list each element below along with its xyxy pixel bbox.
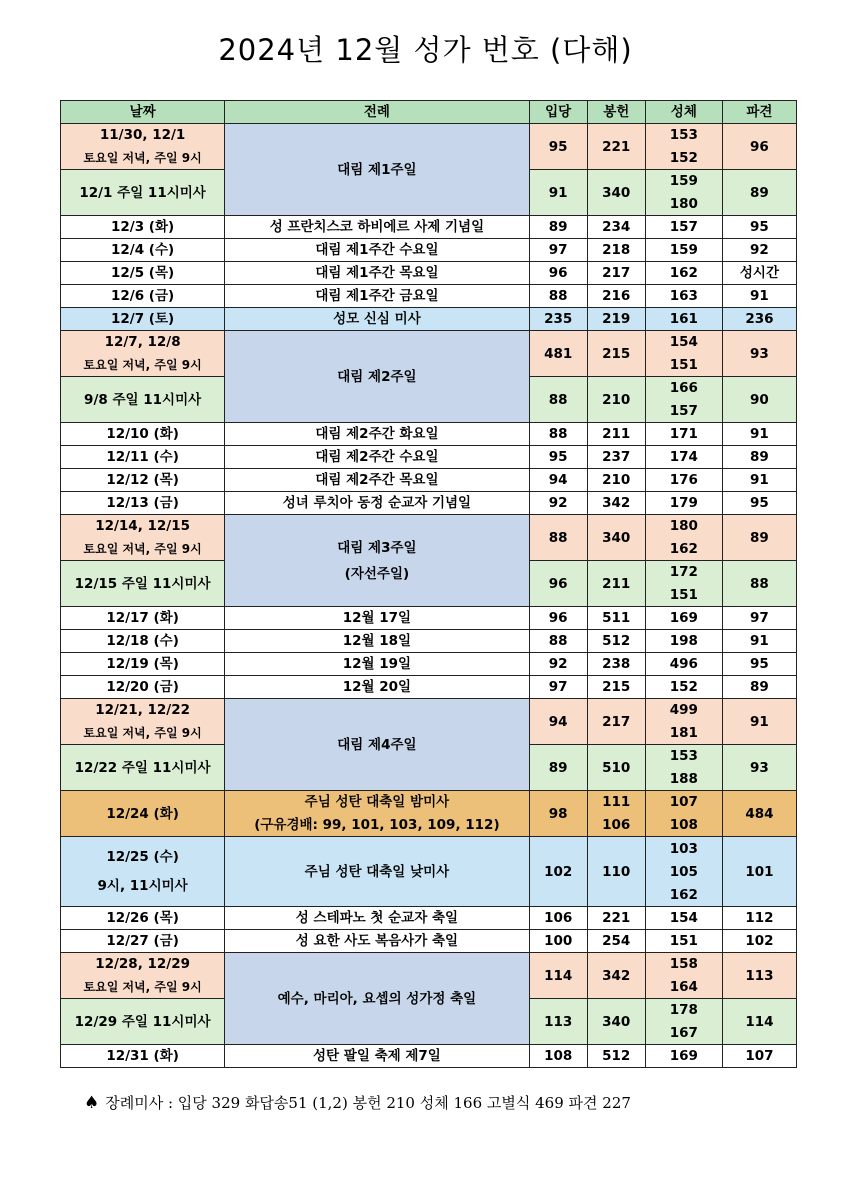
communion-cell: 499 181 bbox=[645, 699, 722, 745]
dismissal-cell: 88 bbox=[722, 561, 796, 607]
entrance-cell: 95 bbox=[529, 446, 587, 469]
liturgy-cell: 대림 제2주간 화요일 bbox=[225, 423, 529, 446]
dismissal-cell: 113 bbox=[722, 953, 796, 999]
dismissal-cell: 91 bbox=[722, 469, 796, 492]
table-row bbox=[61, 308, 797, 331]
date-cell: 12/12 (목) bbox=[61, 469, 225, 492]
date-cell: 12/25 (수) 9시, 11시미사 bbox=[61, 837, 225, 907]
communion-cell: 154 bbox=[645, 907, 722, 930]
communion-cell: 153 188 bbox=[645, 745, 722, 791]
dismissal-cell: 236 bbox=[722, 308, 796, 331]
communion-cell: 176 bbox=[645, 469, 722, 492]
date-cell: 12/6 (금) bbox=[61, 285, 225, 308]
entrance-cell: 108 bbox=[529, 1045, 587, 1068]
table-row bbox=[61, 630, 797, 653]
date-cell: 12/27 (금) bbox=[61, 930, 225, 953]
table-header-row bbox=[61, 101, 797, 124]
offertory-cell: 221 bbox=[587, 907, 645, 930]
entrance-cell: 96 bbox=[529, 607, 587, 630]
hymn-schedule-table bbox=[60, 100, 797, 1068]
date-cell: 11/30, 12/1 토요일 저녁, 주일 9시 bbox=[61, 124, 225, 170]
dismissal-cell: 92 bbox=[722, 239, 796, 262]
table-row bbox=[61, 1045, 797, 1068]
table-row bbox=[61, 216, 797, 239]
table-row bbox=[61, 331, 797, 377]
liturgy-cell: 대림 제2주간 목요일 bbox=[225, 469, 529, 492]
liturgy-cell: 12월 18일 bbox=[225, 630, 529, 653]
header-entrance: 입당 bbox=[529, 101, 587, 124]
dismissal-cell: 90 bbox=[722, 377, 796, 423]
entrance-cell: 235 bbox=[529, 308, 587, 331]
offertory-cell: 216 bbox=[587, 285, 645, 308]
table-row bbox=[61, 124, 797, 170]
liturgy-cell: 대림 제2주간 수요일 bbox=[225, 446, 529, 469]
offertory-cell: 215 bbox=[587, 676, 645, 699]
liturgy-cell: 성녀 루치아 동정 순교자 기념일 bbox=[225, 492, 529, 515]
entrance-cell: 95 bbox=[529, 124, 587, 170]
communion-cell: 180 162 bbox=[645, 515, 722, 561]
dismissal-cell: 101 bbox=[722, 837, 796, 907]
header-communion: 성체 bbox=[645, 101, 722, 124]
date-cell: 12/24 (화) bbox=[61, 791, 225, 837]
liturgy-cell: 대림 제3주일 (자선주일) bbox=[225, 515, 529, 607]
communion-cell: 153 152 bbox=[645, 124, 722, 170]
table-row bbox=[61, 469, 797, 492]
entrance-cell: 100 bbox=[529, 930, 587, 953]
liturgy-cell: 성 요한 사도 복음사가 축일 bbox=[225, 930, 529, 953]
offertory-cell: 110 bbox=[587, 837, 645, 907]
dismissal-cell: 114 bbox=[722, 999, 796, 1045]
dismissal-cell: 91 bbox=[722, 285, 796, 308]
entrance-cell: 97 bbox=[529, 239, 587, 262]
offertory-cell: 254 bbox=[587, 930, 645, 953]
date-cell: 12/19 (목) bbox=[61, 653, 225, 676]
entrance-cell: 102 bbox=[529, 837, 587, 907]
date-cell: 12/7 (토) bbox=[61, 308, 225, 331]
liturgy-cell: 대림 제1주간 금요일 bbox=[225, 285, 529, 308]
table-row bbox=[61, 607, 797, 630]
offertory-cell: 234 bbox=[587, 216, 645, 239]
date-cell: 12/28, 12/29 토요일 저녁, 주일 9시 bbox=[61, 953, 225, 999]
entrance-cell: 94 bbox=[529, 469, 587, 492]
offertory-cell: 512 bbox=[587, 630, 645, 653]
offertory-cell: 111 106 bbox=[587, 791, 645, 837]
offertory-cell: 511 bbox=[587, 607, 645, 630]
dismissal-cell: 96 bbox=[722, 124, 796, 170]
funeral-mass-text: 장례미사 : 입당 329 화답송51 (1,2) 봉헌 210 성체 166 고별식 469 파견 227 bbox=[105, 1094, 631, 1112]
dismissal-cell: 102 bbox=[722, 930, 796, 953]
dismissal-cell: 91 bbox=[722, 423, 796, 446]
entrance-cell: 88 bbox=[529, 515, 587, 561]
table-row bbox=[61, 285, 797, 308]
page-title: 2024년 12월 성가 번호 (다해) bbox=[218, 33, 633, 67]
funeral-mass-note bbox=[84, 1092, 631, 1113]
communion-cell: 496 bbox=[645, 653, 722, 676]
date-cell: 12/29 주일 11시미사 bbox=[61, 999, 225, 1045]
entrance-cell: 89 bbox=[529, 745, 587, 791]
date-cell: 12/3 (화) bbox=[61, 216, 225, 239]
communion-cell: 162 bbox=[645, 262, 722, 285]
table-row bbox=[61, 262, 797, 285]
entrance-cell: 92 bbox=[529, 653, 587, 676]
table-row bbox=[61, 423, 797, 446]
offertory-cell: 217 bbox=[587, 262, 645, 285]
communion-cell: 163 bbox=[645, 285, 722, 308]
dismissal-cell: 89 bbox=[722, 446, 796, 469]
liturgy-cell: 12월 17일 bbox=[225, 607, 529, 630]
dismissal-cell: 95 bbox=[722, 492, 796, 515]
header-offertory: 봉헌 bbox=[587, 101, 645, 124]
offertory-cell: 342 bbox=[587, 492, 645, 515]
date-cell: 12/1 주일 11시미사 bbox=[61, 170, 225, 216]
entrance-cell: 481 bbox=[529, 331, 587, 377]
communion-cell: 107 108 bbox=[645, 791, 722, 837]
date-cell: 12/10 (화) bbox=[61, 423, 225, 446]
date-cell: 12/11 (수) bbox=[61, 446, 225, 469]
dismissal-cell: 91 bbox=[722, 699, 796, 745]
entrance-cell: 88 bbox=[529, 630, 587, 653]
date-cell: 12/4 (수) bbox=[61, 239, 225, 262]
table-row bbox=[61, 907, 797, 930]
entrance-cell: 91 bbox=[529, 170, 587, 216]
date-cell: 12/13 (금) bbox=[61, 492, 225, 515]
offertory-cell: 237 bbox=[587, 446, 645, 469]
communion-cell: 161 bbox=[645, 308, 722, 331]
offertory-cell: 211 bbox=[587, 423, 645, 446]
dismissal-cell: 89 bbox=[722, 515, 796, 561]
communion-cell: 103 105 162 bbox=[645, 837, 722, 907]
table-row bbox=[61, 446, 797, 469]
liturgy-cell: 성탄 팔일 축제 제7일 bbox=[225, 1045, 529, 1068]
table-row bbox=[61, 930, 797, 953]
entrance-cell: 89 bbox=[529, 216, 587, 239]
date-cell: 12/15 주일 11시미사 bbox=[61, 561, 225, 607]
table-row bbox=[61, 791, 797, 837]
date-cell: 12/5 (목) bbox=[61, 262, 225, 285]
header-date: 날짜 bbox=[61, 101, 225, 124]
liturgy-cell: 성 스테파노 첫 순교자 축일 bbox=[225, 907, 529, 930]
entrance-cell: 94 bbox=[529, 699, 587, 745]
dismissal-cell: 95 bbox=[722, 653, 796, 676]
entrance-cell: 106 bbox=[529, 907, 587, 930]
communion-cell: 198 bbox=[645, 630, 722, 653]
dismissal-cell: 93 bbox=[722, 745, 796, 791]
spade-icon: ♠ bbox=[84, 1093, 100, 1113]
date-cell: 12/7, 12/8 토요일 저녁, 주일 9시 bbox=[61, 331, 225, 377]
liturgy-cell: 주님 성탄 대축일 밤미사 (구유경배: 99, 101, 103, 109, 112) bbox=[225, 791, 529, 837]
communion-cell: 169 bbox=[645, 607, 722, 630]
table-row bbox=[61, 515, 797, 561]
offertory-cell: 210 bbox=[587, 377, 645, 423]
offertory-cell: 221 bbox=[587, 124, 645, 170]
table-row bbox=[61, 492, 797, 515]
communion-cell: 154 151 bbox=[645, 331, 722, 377]
dismissal-cell: 89 bbox=[722, 170, 796, 216]
liturgy-cell: 예수, 마리아, 요셉의 성가정 축일 bbox=[225, 953, 529, 1045]
dismissal-cell: 93 bbox=[722, 331, 796, 377]
offertory-cell: 238 bbox=[587, 653, 645, 676]
offertory-cell: 219 bbox=[587, 308, 645, 331]
date-cell: 12/22 주일 11시미사 bbox=[61, 745, 225, 791]
entrance-cell: 88 bbox=[529, 377, 587, 423]
liturgy-cell: 대림 제1주간 수요일 bbox=[225, 239, 529, 262]
entrance-cell: 98 bbox=[529, 791, 587, 837]
date-cell: 12/14, 12/15 토요일 저녁, 주일 9시 bbox=[61, 515, 225, 561]
entrance-cell: 92 bbox=[529, 492, 587, 515]
entrance-cell: 97 bbox=[529, 676, 587, 699]
communion-cell: 166 157 bbox=[645, 377, 722, 423]
entrance-cell: 96 bbox=[529, 262, 587, 285]
offertory-cell: 210 bbox=[587, 469, 645, 492]
dismissal-cell: 107 bbox=[722, 1045, 796, 1068]
date-cell: 9/8 주일 11시미사 bbox=[61, 377, 225, 423]
communion-cell: 169 bbox=[645, 1045, 722, 1068]
table-row bbox=[61, 653, 797, 676]
offertory-cell: 512 bbox=[587, 1045, 645, 1068]
offertory-cell: 510 bbox=[587, 745, 645, 791]
offertory-cell: 217 bbox=[587, 699, 645, 745]
communion-cell: 152 bbox=[645, 676, 722, 699]
offertory-cell: 218 bbox=[587, 239, 645, 262]
dismissal-cell: 89 bbox=[722, 676, 796, 699]
date-cell: 12/17 (화) bbox=[61, 607, 225, 630]
communion-cell: 158 164 bbox=[645, 953, 722, 999]
table-row bbox=[61, 837, 797, 907]
date-cell: 12/18 (수) bbox=[61, 630, 225, 653]
communion-cell: 172 151 bbox=[645, 561, 722, 607]
table-row bbox=[61, 239, 797, 262]
dismissal-cell: 91 bbox=[722, 630, 796, 653]
communion-cell: 179 bbox=[645, 492, 722, 515]
offertory-cell: 342 bbox=[587, 953, 645, 999]
entrance-cell: 88 bbox=[529, 285, 587, 308]
communion-cell: 159 180 bbox=[645, 170, 722, 216]
date-cell: 12/20 (금) bbox=[61, 676, 225, 699]
table-row bbox=[61, 699, 797, 745]
liturgy-cell: 12월 20일 bbox=[225, 676, 529, 699]
communion-cell: 174 bbox=[645, 446, 722, 469]
table-row bbox=[61, 953, 797, 999]
entrance-cell: 114 bbox=[529, 953, 587, 999]
dismissal-cell: 484 bbox=[722, 791, 796, 837]
header-liturgy: 전례 bbox=[225, 101, 529, 124]
communion-cell: 178 167 bbox=[645, 999, 722, 1045]
dismissal-cell: 97 bbox=[722, 607, 796, 630]
dismissal-cell: 112 bbox=[722, 907, 796, 930]
dismissal-cell: 95 bbox=[722, 216, 796, 239]
offertory-cell: 215 bbox=[587, 331, 645, 377]
date-cell: 12/21, 12/22 토요일 저녁, 주일 9시 bbox=[61, 699, 225, 745]
offertory-cell: 340 bbox=[587, 999, 645, 1045]
communion-cell: 159 bbox=[645, 239, 722, 262]
offertory-cell: 211 bbox=[587, 561, 645, 607]
liturgy-cell: 대림 제2주일 bbox=[225, 331, 529, 423]
entrance-cell: 88 bbox=[529, 423, 587, 446]
entrance-cell: 113 bbox=[529, 999, 587, 1045]
communion-cell: 157 bbox=[645, 216, 722, 239]
offertory-cell: 340 bbox=[587, 170, 645, 216]
liturgy-cell: 성모 신심 미사 bbox=[225, 308, 529, 331]
date-cell: 12/31 (화) bbox=[61, 1045, 225, 1068]
table-row bbox=[61, 676, 797, 699]
date-cell: 12/26 (목) bbox=[61, 907, 225, 930]
liturgy-cell: 대림 제4주일 bbox=[225, 699, 529, 791]
liturgy-cell: 대림 제1주일 bbox=[225, 124, 529, 216]
liturgy-cell: 대림 제1주간 목요일 bbox=[225, 262, 529, 285]
liturgy-cell: 성 프란치스코 하비에르 사제 기념일 bbox=[225, 216, 529, 239]
header-dismissal: 파견 bbox=[722, 101, 796, 124]
communion-cell: 171 bbox=[645, 423, 722, 446]
entrance-cell: 96 bbox=[529, 561, 587, 607]
dismissal-cell: 성시간 bbox=[722, 262, 796, 285]
offertory-cell: 340 bbox=[587, 515, 645, 561]
liturgy-cell: 주님 성탄 대축일 낮미사 bbox=[225, 837, 529, 907]
communion-cell: 151 bbox=[645, 930, 722, 953]
liturgy-cell: 12월 19일 bbox=[225, 653, 529, 676]
